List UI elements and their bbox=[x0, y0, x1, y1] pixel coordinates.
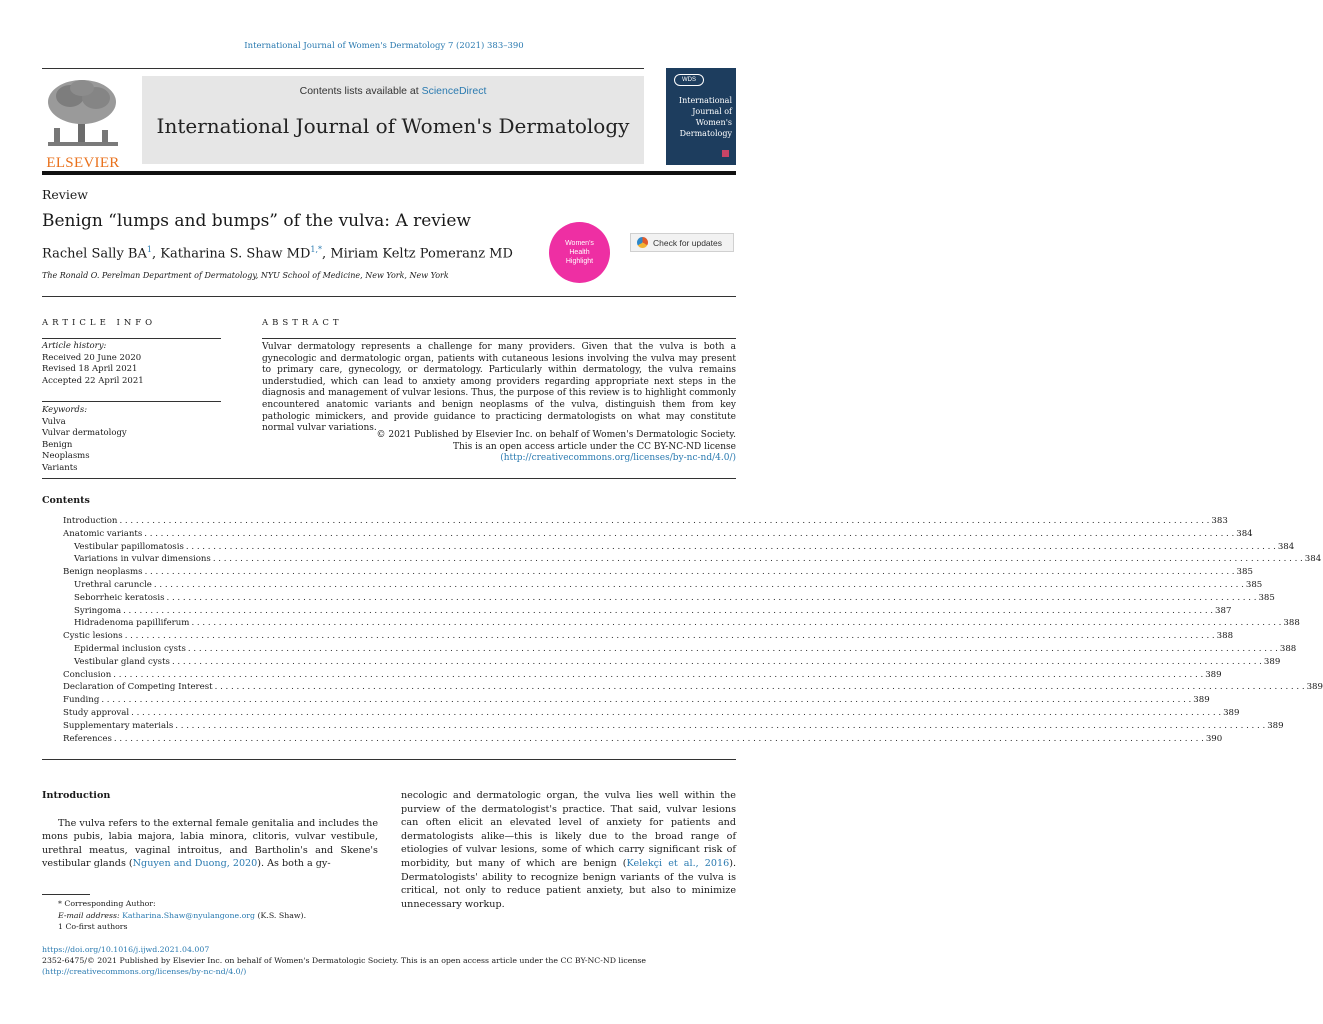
crossmark-icon bbox=[637, 237, 648, 248]
copyright-line: © 2021 Published by Elsevier Inc. on behalf of Women's Dermatologic Society. bbox=[376, 430, 736, 440]
contents-heading: Contents bbox=[42, 495, 90, 506]
toc-leader-dots: . . . . . . . . . . . . . . . . . . . . . . . . . . . . . . . . . . . . . . . . . . . . . . . . . . . . . . . . . . . . . . . . . . . . . . . . . . . . . . . . . . . . . . . . . . . . . . . . . . . . . . . . . . . . . . . . . . . . . . . . . . . . . . . . . . . . . . . . . . . . . . . . . . . . . . . . . . . . . . . . . . . . . . . . . . . . . . . . . . . . . . . . . . . . . . . . . . . . . . . . bbox=[214, 682, 1305, 693]
email-note bbox=[42, 910, 378, 922]
keyword: Benign bbox=[42, 439, 73, 450]
toc-entry-page: 385 bbox=[1245, 579, 1263, 590]
toc-entry-label: Study approval bbox=[63, 707, 130, 718]
header-divider bbox=[42, 171, 736, 175]
divider bbox=[42, 759, 736, 760]
email-link[interactable]: Katharina.Shaw@nyulangone.org bbox=[122, 910, 256, 920]
wds-logo-icon: WDS bbox=[674, 74, 704, 86]
journal-title[interactable]: International Journal of Women's Dermatology bbox=[156, 114, 630, 138]
toc-entry-page: 390 bbox=[1205, 733, 1223, 744]
toc-leader-dots: . . . . . . . . . . . . . . . . . . . . . . . . . . . . . . . . . . . . . . . . . . . . . . . . . . . . . . . . . . . . . . . . . . . . . . . . . . . . . . . . . . . . . . . . . . . . . . . . . . . . . . . . . . . . . . . . . . . . . . . . . . . . . . . . . . . . . . . . . . . . . . . . . . . . . . . . . . . . . . . . . . . . . . . . . . . . . . . . . . . . . . . . . . . . . . . . . . . . . . . . bbox=[123, 605, 1214, 616]
footnotes bbox=[42, 898, 378, 933]
toc-entry[interactable] bbox=[63, 682, 1323, 695]
toc-leader-dots: . . . . . . . . . . . . . . . . . . . . . . . . . . . . . . . . . . . . . . . . . . . . . . . . . . . . . . . . . . . . . . . . . . . . . . . . . . . . . . . . . . . . . . . . . . . . . . . . . . . . . . . . . . . . . . . . . . . . . . . . . . . . . . . . . . . . . . . . . . . . . . . . . . . . . . . . . . . . . . . . . . . . . . . . . . . . . . . . . . . . . . . . . . . . . . . . . . . . . . . . bbox=[113, 669, 1204, 680]
page-footer bbox=[42, 944, 736, 977]
citation-link[interactable]: Kelekçi et al., 2016 bbox=[626, 857, 730, 869]
divider bbox=[42, 401, 221, 402]
article-history bbox=[42, 341, 144, 387]
cover-title: International Journal of Women's Dermatology bbox=[678, 96, 732, 138]
divider bbox=[42, 296, 736, 297]
introduction-heading: Introduction bbox=[42, 790, 111, 801]
toc-entry[interactable] bbox=[63, 579, 1263, 593]
toc-entry-page: 384 bbox=[1304, 554, 1322, 565]
body-column-right bbox=[401, 789, 736, 911]
toc-leader-dots: . . . . . . . . . . . . . . . . . . . . . . . . . . . . . . . . . . . . . . . . . . . . . . . . . . . . . . . . . . . . . . . . . . . . . . . . . . . . . . . . . . . . . . . . . . . . . . . . . . . . . . . . . . . . . . . . . . . . . . . . . . . . . . . . . . . . . . . . . . . . . . . . . . . . . . . . . . . . . . . . . . . . . . . . . . . . . . . . . . . . . . . . . . . . . . . . . . . . . . . . bbox=[185, 541, 1276, 552]
toc-entry[interactable] bbox=[63, 528, 1253, 542]
toc-entry[interactable] bbox=[63, 554, 1322, 567]
author-separator: , bbox=[322, 246, 331, 262]
keyword: Neoplasms bbox=[42, 451, 90, 461]
toc-entry-label: Benign neoplasms bbox=[63, 567, 143, 578]
toc-leader-dots: . . . . . . . . . . . . . . . . . . . . . . . . . . . . . . . . . . . . . . . . . . . . . . . . . . . . . . . . . . . . . . . . . . . . . . . . . . . . . . . . . . . . . . . . . . . . . . . . . . . . . . . . . . . . . . . . . . . . . . . . . . . . . . . . . . . . . . . . . . . . . . . . . . . . . . . . . . . . . . . . . . . . . . . . . . . . . . . . . . . . . . . . . . . . . . . . . . . . . . . . bbox=[144, 528, 1235, 539]
body-column-left bbox=[42, 789, 378, 871]
toc-entry-label: Cystic lesions bbox=[63, 631, 123, 642]
toc-entry[interactable] bbox=[63, 618, 1300, 631]
toc-leader-dots: . . . . . . . . . . . . . . . . . . . . . . . . . . . . . . . . . . . . . . . . . . . . . . . . . . . . . . . . . . . . . . . . . . . . . . . . . . . . . . . . . . . . . . . . . . . . . . . . . . . . . . . . . . . . . . . . . . . . . . . . . . . . . . . . . . . . . . . . . . . . . . . . . . . . . . . . . . . . . . . . . . . . . . . . . . . . . . . . . . . . . . . . . . . . . . . . . . . . . . . . bbox=[191, 618, 1282, 629]
keyword: Vulvar dermatology bbox=[42, 428, 127, 438]
license-link[interactable]: (http://creativecommons.org/licenses/by-nc-nd/4.0/) bbox=[500, 453, 736, 464]
toc-entry-page: 389 bbox=[1267, 720, 1284, 731]
divider bbox=[42, 338, 221, 339]
toc-entry[interactable] bbox=[63, 707, 1240, 721]
check-for-updates-button[interactable] bbox=[630, 233, 734, 252]
author-name[interactable]: Miriam Keltz Pomeranz MD bbox=[330, 246, 513, 262]
co-first-authors-note: 1 Co-first authors bbox=[58, 922, 128, 931]
article-info-heading: ARTICLE INFO bbox=[42, 318, 157, 328]
check-updates-label: Check for updates bbox=[653, 237, 722, 248]
author-name[interactable]: Katharina S. Shaw MD bbox=[160, 246, 311, 262]
history-received: Received 20 June 2020 bbox=[42, 352, 142, 363]
toc-entry[interactable] bbox=[63, 643, 1297, 657]
footer-license-link[interactable]: (http://creativecommons.org/licenses/by-nc-nd/4.0/) bbox=[42, 967, 247, 976]
contents-available-line bbox=[142, 85, 644, 97]
header-rule bbox=[42, 68, 644, 69]
cover-accent-mark bbox=[722, 150, 729, 157]
introduction-paragraph bbox=[42, 817, 378, 871]
toc-leader-dots: . . . . . . . . . . . . . . . . . . . . . . . . . . . . . . . . . . . . . . . . . . . . . . . . . . . . . . . . . . . . . . . . . . . . . . . . . . . . . . . . . . . . . . . . . . . . . . . . . . . . . . . . . . . . . . . . . . . . . . . . . . . . . . . . . . . . . . . . . . . . . . . . . . . . . . . . . . . . . . . . . . . . . . . . . . . . . . . . . . . . . . . . . . . . . . . . . . . . . . . . bbox=[144, 567, 1235, 578]
toc-entry-label: Declaration of Competing Interest bbox=[63, 682, 213, 693]
toc-leader-dots: . . . . . . . . . . . . . . . . . . . . . . . . . . . . . . . . . . . . . . . . . . . . . . . . . . . . . . . . . . . . . . . . . . . . . . . . . . . . . . . . . . . . . . . . . . . . . . . . . . . . . . . . . . . . . . . . . . . . . . . . . . . . . . . . . . . . . . . . . . . . . . . . . . . . . . . . . . . . . . . . . . . . . . . . . . . . . . . . . . . . . . . . . . . . . . . . . . . . . . . . bbox=[113, 733, 1204, 744]
toc-leader-dots: . . . . . . . . . . . . . . . . . . . . . . . . . . . . . . . . . . . . . . . . . . . . . . . . . . . . . . . . . . . . . . . . . . . . . . . . . . . . . . . . . . . . . . . . . . . . . . . . . . . . . . . . . . . . . . . . . . . . . . . . . . . . . . . . . . . . . . . . . . . . . . . . . . . . . . . . . . . . . . . . . . . . . . . . . . . . . . . . . . . . . . . . . . . . . . . . . . . . . . . . bbox=[153, 579, 1244, 590]
toc-leader-dots: . . . . . . . . . . . . . . . . . . . . . . . . . . . . . . . . . . . . . . . . . . . . . . . . . . . . . . . . . . . . . . . . . . . . . . . . . . . . . . . . . . . . . . . . . . . . . . . . . . . . . . . . . . . . . . . . . . . . . . . . . . . . . . . . . . . . . . . . . . . . . . . . . . . . . . . . . . . . . . . . . . . . . . . . . . . . . . . . . . . . . . . . . . . . . . . . . . . . . . . . bbox=[212, 554, 1303, 565]
divider bbox=[42, 478, 736, 479]
toc-entry-page: 388 bbox=[1283, 618, 1300, 629]
toc-entry-page: 389 bbox=[1205, 669, 1222, 680]
toc-entry-page: 389 bbox=[1223, 707, 1240, 718]
paragraph-text: ). Dermatologists' ability to recognize benign variants of the vulva is critical, not only to reduce patient anxiety, but also to minimize unnecessary workup. bbox=[401, 857, 736, 910]
elsevier-wordmark: ELSEVIER bbox=[46, 155, 120, 171]
toc-entry-page: 388 bbox=[1216, 631, 1234, 642]
toc-leader-dots: . . . . . . . . . . . . . . . . . . . . . . . . . . . . . . . . . . . . . . . . . . . . . . . . . . . . . . . . . . . . . . . . . . . . . . . . . . . . . . . . . . . . . . . . . . . . . . . . . . . . . . . . . . . . . . . . . . . . . . . . . . . . . . . . . . . . . . . . . . . . . . . . . . . . . . . . . . . . . . . . . . . . . . . . . . . . . . . . . . . . . . . . . . . . . . . . . . . . . . . . bbox=[124, 631, 1215, 642]
badge-word: Health bbox=[569, 249, 590, 256]
doi-link[interactable]: https://doi.org/10.1016/j.ijwd.2021.04.007 bbox=[42, 945, 210, 954]
abstract-heading: ABSTRACT bbox=[262, 318, 343, 328]
author-separator: , bbox=[151, 246, 161, 262]
toc-leader-dots: . . . . . . . . . . . . . . . . . . . . . . . . . . . . . . . . . . . . . . . . . . . . . . . . . . . . . . . . . . . . . . . . . . . . . . . . . . . . . . . . . . . . . . . . . . . . . . . . . . . . . . . . . . . . . . . . . . . . . . . . . . . . . . . . . . . . . . . . . . . . . . . . . . . . . . . . . . . . . . . . . . . . . . . . . . . . . . . . . . . . . . . . . . . . . . . . . . . . . . . . bbox=[187, 643, 1278, 654]
abstract-copyright bbox=[262, 430, 736, 465]
license-line: This is an open access article under the CC BY-NC-ND license bbox=[453, 441, 736, 452]
journal-header bbox=[42, 68, 736, 171]
email-label: E-mail address: bbox=[58, 910, 123, 920]
toc-entry-label: Funding bbox=[63, 695, 100, 706]
toc-entry-page: 384 bbox=[1236, 528, 1253, 539]
toc-entry-page: 383 bbox=[1211, 516, 1228, 526]
toc-leader-dots: . . . . . . . . . . . . . . . . . . . . . . . . . . . . . . . . . . . . . . . . . . . . . . . . . . . . . . . . . . . . . . . . . . . . . . . . . . . . . . . . . . . . . . . . . . . . . . . . . . . . . . . . . . . . . . . . . . . . . . . . . . . . . . . . . . . . . . . . . . . . . . . . . . . . . . . . . . . . . . . . . . . . . . . . . . . . . . . . . . . . . . . . . . . . . . . . . . . . . . . . bbox=[175, 720, 1266, 731]
keyword: Variants bbox=[42, 462, 78, 473]
paragraph-text: ). As both a gy- bbox=[257, 858, 331, 870]
toc-entry-page: 385 bbox=[1236, 567, 1253, 578]
toc-entry-label: References bbox=[63, 733, 112, 744]
toc-entry[interactable] bbox=[63, 592, 1275, 606]
badge-word: Women's bbox=[565, 240, 594, 247]
article-type: Review bbox=[42, 187, 88, 202]
abstract-text: Vulvar dermatology represents a challenge for many providers. Given that the vulva is both a gynecologic and dermatologic organ, patients with cutaneous lesions involving the vulva may present to primary care, gynecology, or dermatology. Particularly within dermatology, the vulva remains understudied, which can lead to anxiety among providers regarding appropriate next steps in the diagnosis and management of vulvar lesions. Thus, the purpose of this review is to highlight commonly encountered anatomic variants and benign neoplasms of the vulva, distinguish them from key pathologic mimickers, and provide guidance to practicing dermatologists on what may constitute normal vulvar variations. bbox=[262, 342, 736, 434]
toc-entry[interactable] bbox=[63, 516, 1228, 529]
author-affiliation-marker[interactable]: 1,* bbox=[310, 245, 323, 254]
history-revised: Revised 18 April 2021 bbox=[42, 364, 138, 374]
citation-link[interactable]: Nguyen and Duong, 2020 bbox=[132, 858, 258, 870]
paragraph-text: The vulva refers to the external female genitalia and includes the mons pubis, labia majora, labia minora, clitoris, vulvar vestibule, urethral meatus, vaginal introitus, and Bartholin's and Skene's vestibular glands ( bbox=[42, 817, 378, 870]
toc-entry-label: Introduction bbox=[63, 516, 118, 526]
footnote-rule bbox=[42, 894, 90, 895]
toc-entry-label: Seborrheic keratosis bbox=[74, 592, 165, 603]
toc-entry-page: 389 bbox=[1263, 656, 1281, 667]
divider bbox=[262, 338, 736, 339]
womens-health-highlight-badge[interactable] bbox=[549, 222, 610, 283]
affiliation: The Ronald O. Perelman Department of Dermatology, NYU School of Medicine, New York, New York bbox=[42, 271, 449, 280]
toc-entry-label: Supplementary materials bbox=[63, 720, 174, 731]
author-name[interactable]: Rachel Sally BA bbox=[42, 246, 147, 262]
toc-entry-label: Epidermal inclusion cysts bbox=[74, 643, 186, 654]
journal-reference-link[interactable]: International Journal of Women's Dermatology 7 (2021) 383–390 bbox=[244, 41, 524, 51]
toc-entry[interactable] bbox=[63, 567, 1253, 580]
author-list bbox=[42, 245, 513, 261]
toc-entry-page: 389 bbox=[1193, 695, 1210, 706]
toc-entry-page: 387 bbox=[1215, 605, 1232, 616]
toc-entry-label: Variations in vulvar dimensions bbox=[74, 554, 211, 565]
toc-entry[interactable] bbox=[63, 720, 1284, 734]
article-title: Benign “lumps and bumps” of the vulva: A review bbox=[42, 211, 471, 231]
paragraph-text: necologic and dermatologic organ, the vulva lies well within the purview of the dermatologist's practice. That said, vulvar lesions can often elicit an elevated level of anxiety for patients and dermatologists alike—this is likely due to the broad range of etiologies of vulvar lesions, some of which carry significant risk of morbidity, but many of which are benign ( bbox=[401, 790, 736, 869]
history-label: Article history: bbox=[42, 341, 107, 351]
toc-entry[interactable] bbox=[63, 669, 1222, 683]
toc-entry[interactable] bbox=[63, 541, 1295, 555]
author-affiliation-marker[interactable]: 1 bbox=[146, 245, 152, 254]
toc-leader-dots: . . . . . . . . . . . . . . . . . . . . . . . . . . . . . . . . . . . . . . . . . . . . . . . . . . . . . . . . . . . . . . . . . . . . . . . . . . . . . . . . . . . . . . . . . . . . . . . . . . . . . . . . . . . . . . . . . . . . . . . . . . . . . . . . . . . . . . . . . . . . . . . . . . . . . . . . . . . . . . . . . . . . . . . . . . . . . . . . . . . . . . . . . . . . . . . . . . . . . . . . bbox=[166, 592, 1257, 603]
sciencedirect-link[interactable]: ScienceDirect bbox=[421, 85, 487, 97]
toc-entry[interactable] bbox=[63, 605, 1232, 619]
toc-entry-page: 385 bbox=[1258, 592, 1275, 603]
toc-entry[interactable] bbox=[63, 695, 1210, 708]
journal-cover-thumbnail[interactable] bbox=[666, 68, 736, 165]
toc-leader-dots: . . . . . . . . . . . . . . . . . . . . . . . . . . . . . . . . . . . . . . . . . . . . . . . . . . . . . . . . . . . . . . . . . . . . . . . . . . . . . . . . . . . . . . . . . . . . . . . . . . . . . . . . . . . . . . . . . . . . . . . . . . . . . . . . . . . . . . . . . . . . . . . . . . . . . . . . . . . . . . . . . . . . . . . . . . . . . . . . . . . . . . . . . . . . . . . . . . . . . . . . bbox=[131, 707, 1222, 718]
toc-entry-label: Syringoma bbox=[74, 605, 122, 616]
elsevier-tree-icon bbox=[42, 76, 124, 150]
toc-entry[interactable] bbox=[63, 733, 1223, 747]
footer-copyright: 2352-6475/© 2021 Published by Elsevier Inc. on behalf of Women's Dermatologic Society. This is an open access article under the CC BY-NC-ND license bbox=[42, 956, 647, 965]
journal-banner bbox=[142, 76, 644, 164]
toc-entry[interactable] bbox=[63, 631, 1234, 644]
toc-entry-label: Urethral caruncle bbox=[74, 579, 152, 590]
toc-entry-label: Vestibular papillomatosis bbox=[74, 541, 184, 552]
badge-word: Highlight bbox=[565, 258, 594, 265]
toc-leader-dots: . . . . . . . . . . . . . . . . . . . . . . . . . . . . . . . . . . . . . . . . . . . . . . . . . . . . . . . . . . . . . . . . . . . . . . . . . . . . . . . . . . . . . . . . . . . . . . . . . . . . . . . . . . . . . . . . . . . . . . . . . . . . . . . . . . . . . . . . . . . . . . . . . . . . . . . . . . . . . . . . . . . . . . . . . . . . . . . . . . . . . . . . . . . . . . . . . . . . . . . . bbox=[171, 656, 1262, 667]
corresponding-author-note: * Corresponding Author: bbox=[58, 899, 156, 908]
toc-leader-dots: . . . . . . . . . . . . . . . . . . . . . . . . . . . . . . . . . . . . . . . . . . . . . . . . . . . . . . . . . . . . . . . . . . . . . . . . . . . . . . . . . . . . . . . . . . . . . . . . . . . . . . . . . . . . . . . . . . . . . . . . . . . . . . . . . . . . . . . . . . . . . . . . . . . . . . . . . . . . . . . . . . . . . . . . . . . . . . . . . . . . . . . . . . . . . . . . . . . . . . . . bbox=[119, 516, 1210, 526]
toc-entry-label: Hidradenoma papilliferum bbox=[74, 618, 190, 629]
history-accepted: Accepted 22 April 2021 bbox=[42, 375, 144, 386]
toc-entry[interactable] bbox=[63, 656, 1281, 670]
toc-entry-page: 388 bbox=[1279, 643, 1297, 654]
elsevier-logo[interactable] bbox=[42, 76, 124, 171]
toc-entry-label: Vestibular gland cysts bbox=[74, 656, 170, 667]
toc-entry-page: 384 bbox=[1277, 541, 1295, 552]
keyword: Vulva bbox=[42, 416, 66, 427]
table-of-contents bbox=[63, 516, 1323, 746]
contents-prefix: Contents lists available at bbox=[299, 85, 422, 97]
keywords-label: Keywords: bbox=[42, 405, 88, 415]
toc-entry-label: Conclusion bbox=[63, 669, 112, 680]
toc-entry-label: Anatomic variants bbox=[63, 528, 143, 539]
toc-entry-page: 389 bbox=[1306, 682, 1323, 693]
toc-leader-dots: . . . . . . . . . . . . . . . . . . . . . . . . . . . . . . . . . . . . . . . . . . . . . . . . . . . . . . . . . . . . . . . . . . . . . . . . . . . . . . . . . . . . . . . . . . . . . . . . . . . . . . . . . . . . . . . . . . . . . . . . . . . . . . . . . . . . . . . . . . . . . . . . . . . . . . . . . . . . . . . . . . . . . . . . . . . . . . . . . . . . . . . . . . . . . . . . . . . . . . . . bbox=[101, 695, 1192, 706]
keywords bbox=[42, 405, 127, 474]
email-suffix: (K.S. Shaw). bbox=[255, 910, 307, 920]
